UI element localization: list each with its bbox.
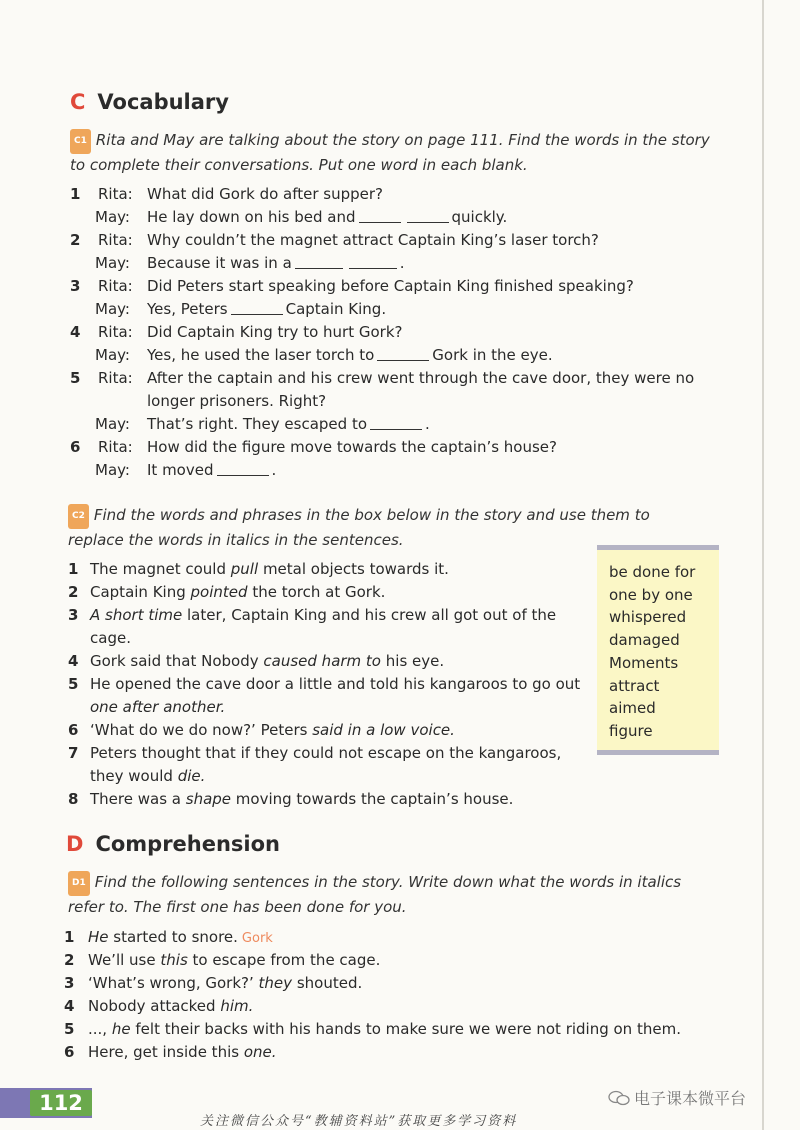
c1-instruction [70, 129, 710, 177]
answer-blank[interactable] [349, 255, 397, 269]
c2-instruction-text: Find the words and phrases in the box below in the story and use them to replace the words in italics in the sentences. [68, 506, 650, 549]
italic-word: one after another. [90, 698, 226, 716]
box-word: attract [609, 676, 660, 695]
box-word: figure [609, 721, 653, 740]
italic-word: they [258, 974, 293, 992]
italic-word: shape [185, 790, 232, 808]
watermark-footer: 关注微信公众号“教辅资料站”获取更多学习资料 [200, 1114, 518, 1129]
speaker-may: May: [95, 208, 130, 226]
sentence-text: ..., [88, 1020, 108, 1038]
item-number: 6 [68, 721, 79, 739]
sentence-text: metal objects towards it. [262, 560, 449, 578]
item-number: 5 [64, 1020, 75, 1038]
answer-text: He lay down on his bed and [147, 208, 356, 226]
speaker-may: May: [95, 254, 130, 272]
d1-tag: D1 [68, 871, 90, 896]
italic-word: pull [230, 560, 259, 578]
answer-text: It moved [147, 461, 214, 479]
d1-instruction [68, 871, 708, 919]
page-number: 112 [30, 1090, 92, 1116]
section-c-heading [70, 90, 229, 114]
word-box [597, 545, 719, 755]
answer-text: That’s right. They escaped to [147, 415, 367, 433]
question-text: What did Gork do after supper? [147, 185, 384, 203]
answer-blank[interactable] [295, 255, 343, 269]
example-answer: Gork [241, 931, 273, 946]
item-number: 1 [64, 928, 75, 946]
answer-blank[interactable] [217, 462, 269, 476]
item-number: 3 [68, 606, 79, 624]
answer-text: Yes, Peters [147, 300, 228, 318]
item-number: 3 [64, 974, 75, 992]
speaker-may: May: [95, 346, 130, 364]
section-c-letter: C [70, 90, 86, 114]
answer-text-end: Gork in the eye. [432, 346, 553, 364]
sentence-text: they would [90, 767, 173, 785]
sentence-text: We’ll use [88, 951, 156, 969]
sentence-text: Nobody attacked [88, 997, 216, 1015]
speaker-rita: Rita: [98, 185, 133, 203]
speaker-may: May: [95, 300, 130, 318]
item-number: 6 [70, 438, 81, 456]
item-number: 3 [70, 277, 81, 295]
sentence-text: Here, get inside this [88, 1043, 240, 1061]
sentence-text: to escape from the cage. [192, 951, 381, 969]
italic-word: pointed [190, 583, 248, 601]
watermark-logo-text: 电子课本微平台 [634, 1089, 747, 1108]
answer-blank[interactable] [359, 209, 401, 223]
item-number: 4 [64, 997, 75, 1015]
italic-word: caused harm to [263, 652, 381, 670]
question-text: After the captain and his crew went through the cave door, they were no [147, 369, 695, 387]
item-number: 8 [68, 790, 79, 808]
speaker-rita: Rita: [98, 231, 133, 249]
answer-blank[interactable] [407, 209, 449, 223]
sentence-text: There was a [90, 790, 181, 808]
sentence-text: cage. [90, 629, 131, 647]
answer-text-end: quickly. [451, 208, 508, 226]
answer-text-end: . [425, 415, 430, 433]
answer-text-end: . [399, 254, 405, 272]
c1-tag: C1 [70, 129, 91, 154]
question-text: Why couldn’t the magnet attract Captain King’s laser torch? [147, 231, 599, 249]
italic-word: one. [243, 1043, 277, 1061]
italic-word: said in a low voice. [312, 721, 455, 739]
item-number: 2 [68, 583, 79, 601]
sentence-text: The magnet could [90, 560, 226, 578]
sentence-text: started to snore. [113, 928, 238, 946]
item-number: 2 [64, 951, 75, 969]
italic-word: he [111, 1020, 131, 1038]
box-word: Moments [609, 653, 679, 672]
section-d-heading [66, 832, 280, 856]
italic-word: him. [220, 997, 254, 1015]
answer-blank[interactable] [231, 301, 283, 315]
item-number: 2 [70, 231, 81, 249]
sentence-text: the torch at Gork. [252, 583, 386, 601]
box-word: one by one [609, 585, 693, 604]
speaker-rita: Rita: [98, 438, 133, 456]
section-c-title: Vocabulary [97, 90, 229, 114]
sentence-text: Peters thought that if they could not escape on the kangaroos, [90, 744, 562, 762]
answer-text: Because it was in a [147, 254, 292, 272]
speaker-rita: Rita: [98, 277, 133, 295]
item-number: 1 [70, 185, 81, 203]
sentence-text: his eye. [385, 652, 445, 670]
sentence-text: shouted. [296, 974, 363, 992]
italic-word: die. [177, 767, 206, 785]
speaker-may: May: [95, 415, 130, 433]
italic-word: He [88, 928, 109, 946]
speaker-may: May: [95, 461, 130, 479]
sentence-text: ‘What’s wrong, Gork?’ [88, 974, 254, 992]
speaker-rita: Rita: [98, 323, 133, 341]
section-d-letter: D [66, 832, 84, 856]
question-text: Did Captain King try to hurt Gork? [147, 323, 403, 341]
page-spine [762, 0, 764, 1130]
sentence-text: felt their backs with his hands to make sure we were not riding on them. [135, 1020, 681, 1038]
box-word: be done for [609, 563, 696, 581]
watermark-logo [608, 1086, 746, 1109]
sentence-text: He opened the cave door a little and told his kangaroos to go out [90, 675, 581, 693]
speaker-rita: Rita: [98, 369, 133, 387]
sentence-text: Captain King [90, 583, 186, 601]
c1-instruction-text: Rita and May are talking about the story on page 111. Find the words in the story to complete their conversations. Put one word in each blank. [70, 131, 710, 174]
section-d-title: Comprehension [95, 832, 281, 856]
italic-word: this [160, 951, 188, 969]
item-number: 4 [70, 323, 81, 341]
item-number: 7 [68, 744, 79, 762]
italic-word: A short time [90, 606, 183, 624]
answer-blank[interactable] [370, 416, 422, 430]
item-number: 6 [64, 1043, 75, 1061]
c2-tag: C2 [68, 504, 89, 529]
answer-text-end: . [271, 461, 277, 479]
answer-blank[interactable] [377, 347, 429, 361]
sentence-text: ‘What do we do now?’ Peters [90, 721, 308, 739]
box-word: aimed [609, 699, 656, 718]
answer-text-end: Captain King. [285, 300, 387, 318]
item-number: 4 [68, 652, 79, 670]
item-number: 5 [70, 369, 81, 387]
sentence-text: later, Captain King and his crew all got out of the [187, 606, 557, 624]
item-number: 5 [68, 675, 79, 693]
c2-instruction [68, 504, 688, 552]
sentence-text: Gork said that Nobody [90, 652, 259, 670]
box-word: damaged [609, 631, 680, 650]
question-text-cont: longer prisoners. Right? [147, 392, 327, 410]
wechat-icon [608, 1090, 630, 1106]
sentence-text: moving towards the captain’s house. [235, 790, 514, 808]
item-number: 1 [68, 560, 79, 578]
box-word: whispered [609, 608, 687, 627]
question-text: Did Peters start speaking before Captain King finished speaking? [147, 277, 634, 295]
question-text: How did the figure move towards the captain’s house? [147, 438, 557, 456]
answer-text: Yes, he used the laser torch to [147, 346, 375, 364]
d1-instruction-text: Find the following sentences in the story. Write down what the words in italics refer to. The first one has been done for you. [68, 873, 682, 916]
